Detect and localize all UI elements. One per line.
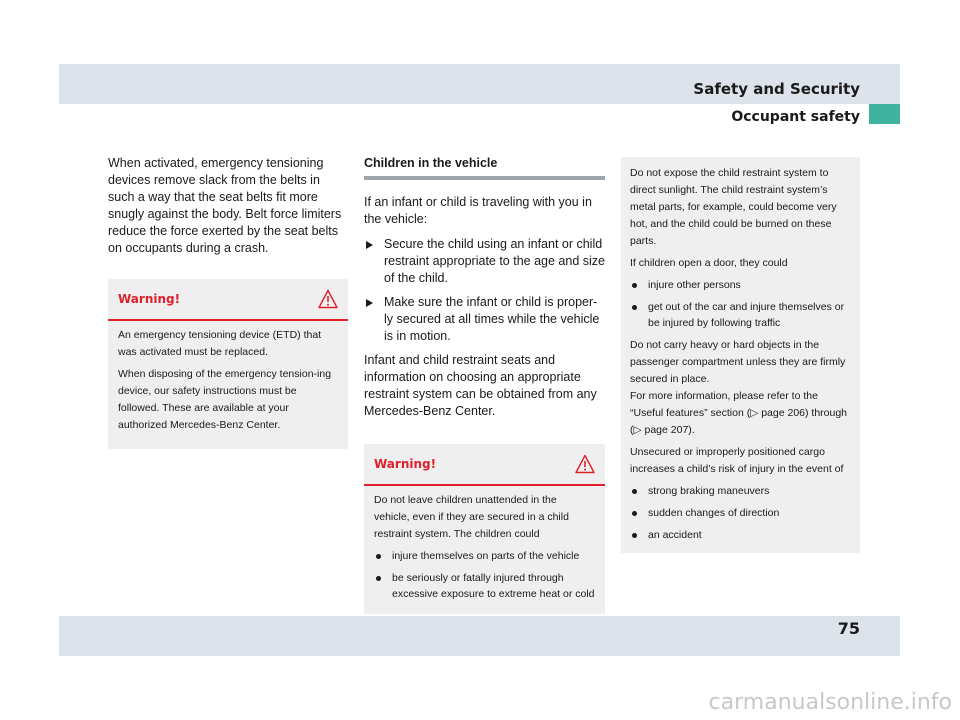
step-text: Secure the child using an infant or child restraint appropriate to the age and size of the child. [384,237,605,285]
warning-header [108,279,348,321]
warning-header [364,444,605,486]
note-text: If children open a door, they could [630,257,788,269]
arrow-right-icon [366,299,373,307]
bullet-list [630,483,851,543]
note-text: Do not carry heavy or hard objects in the passenger compartment unless they are firmly secured in place. [630,339,846,385]
warning-text: Do not leave children unattended in the vehicle, even if they are secured in a child restraint system. The children could [374,494,569,540]
intro-paragraph: If an infant or child is traveling with you in the vehicle: [364,195,592,226]
list-item: injure themselves on parts of the vehicle [374,548,595,564]
warning-box-children [364,444,605,614]
warning-label: Warning! [118,292,181,306]
list-item: get out of the car and injure themselves or be injured by following traffic [630,299,851,331]
watermark: carmanualsonline.info [708,690,952,715]
bullet-list [630,277,851,331]
warning-text: When disposing of the emergency tension-ing device, our safety instructions must be followed. These are available at your authorized Mercedes-Benz Center. [118,368,332,431]
restraint-paragraph: Infant and child restraint seats and information on choosing an appropriate restraint system can be obtained from any Mercedes-Benz Center. [364,353,597,418]
page-number: 75 [837,619,860,638]
note-text: Unsecured or improperly positioned cargo increases a child’s risk of injury in the event of [630,446,844,475]
list-item: sudden changes of direction [630,505,851,521]
warning-triangle-icon [318,289,338,309]
list-item: strong braking maneuvers [630,483,851,499]
note-text: Do not expose the child restraint system to direct sunlight. The child restraint system’s metal parts, for example, could become very hot, and the child could be burned on these parts. [630,167,837,247]
column-2 [364,155,605,614]
step-list [364,236,605,345]
step-text: Make sure the infant or child is proper-ly secured at all times while the vehicle is in motion. [384,295,600,343]
column-3 [621,157,860,553]
warning-box-etd [108,279,348,449]
warning-body [108,321,348,434]
note-box [621,157,860,553]
arrow-right-icon [366,241,373,249]
bullet-list [374,548,595,602]
column-1 [108,155,348,449]
warning-triangle-icon [575,454,595,474]
list-item: be seriously or fatally injured through excessive exposure to extreme heat or cold [374,570,595,602]
warning-text: An emergency tensioning device (ETD) that was activated must be replaced. [118,329,322,358]
warning-body [364,486,605,602]
warning-label: Warning! [374,457,437,471]
list-item [364,236,605,287]
section-marker [869,104,900,124]
etd-paragraph: When activated, emergency tensioning devices remove slack from the belts in such a way that the seat belts fit more snugly against the body. Belt force limiters reduce the force exerted by the seat belts on occupants during a crash. [108,156,342,255]
note-text: For more information, please refer to the “Useful features” section (▷ page 206) through (▷ page 207). [630,390,848,436]
footer-band [59,616,900,656]
section-heading: Children in the vehicle [364,155,605,180]
list-item: injure other persons [630,277,851,293]
chapter-title: Safety and Security [693,80,860,98]
list-item [364,294,605,345]
section-title: Occupant safety [731,109,860,125]
list-item: an accident [630,527,851,543]
